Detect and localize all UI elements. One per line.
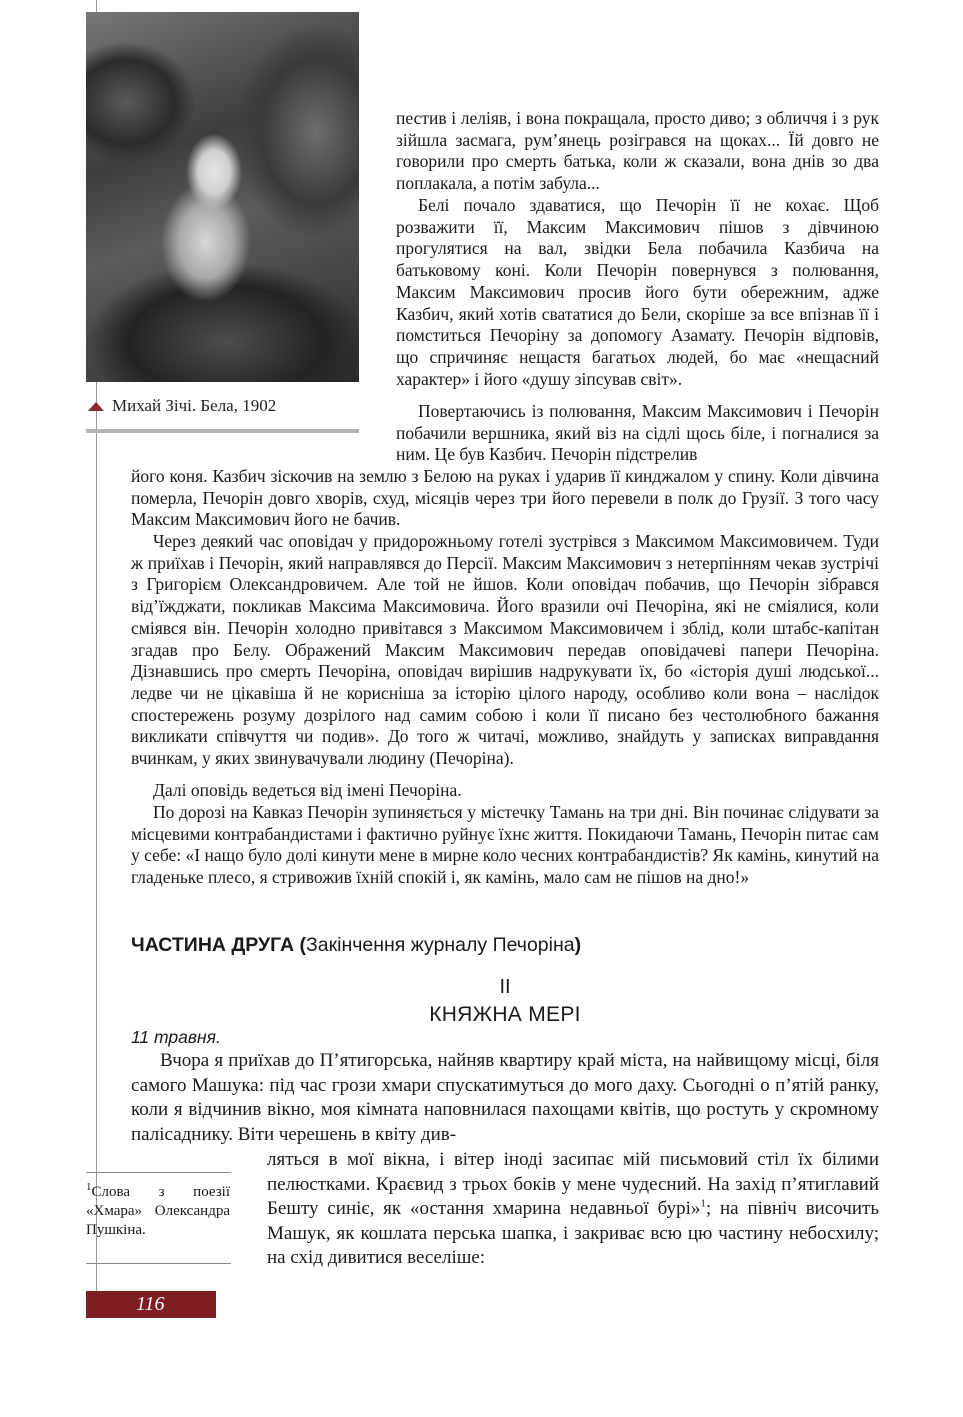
illustration-bela bbox=[86, 12, 359, 382]
caption-text: Михай Зічі. Бела, 1902 bbox=[112, 396, 277, 415]
summary-paragraph-2: Белі почало здаватися, що Печорін її не кохає. Щоб розважити її, Максим Максимович пішов з дівчиною прогулятися на вал, звідки Бела побачила Казбича на батьковому коні. Коли Печорін повернувся з полювання, Максим Максимович просив його бути обережним, адже Казбич, який хотів свататися до Бели, скоріше за все впізнав її і помститься Печоріну за допомогу Азамату. Печорін відповів, що спричиняє нещастя багатьох людей, бо має «нещасний характер» і його «душу зіпсував світ». bbox=[396, 195, 879, 389]
footnote-ref: 1 bbox=[700, 1197, 706, 1210]
page-number: 116 bbox=[86, 1291, 216, 1318]
summary-paragraph-1: пестив і леліяв, і вона покращала, просто диво; з обличчя і з рук зійшла засмага, рум’янець розігрався на щоках... Їй довго не говорили про смерть батька, коли ж сказали, вона днів зо два поплакала, а потім забула... bbox=[396, 108, 879, 194]
summary-paragraph-3b: його коня. Казбич зіскочив на землю з Белою на руках і ударив її кинджалом у спину. Коли дівчина померла, Печорін довго хворів, схуд, місяців через три його перевели в полк до Грузії. З того часу Максим Максимович його не бачив. bbox=[131, 466, 879, 530]
summary-paragraph-6: По дорозі на Кавказ Печорін зупиняється у містечку Тамань на три дні. Він починає слідувати за місцевими контрабандистами і фактично руйнує їхнє життя. Покидаючи Тамань, Печорін питає сам у себе: «І нащо було долі кинути мене в мирне коло чесних контрабандистів? Як камінь, кинутий на гладеньке плесо, я стривожив їхній спокій і, як камінь, мало сам не пішов на дно!» bbox=[131, 802, 879, 888]
summary-paragraph-3a: Повертаючись із полювання, Максим Максимович і Печорін побачили вершника, який віз на сідлі щось біле, і погналися за ним. Це був Казбич. Печорін підстрелив bbox=[396, 401, 879, 465]
journal-paragraph-1a: Вчора я приїхав до П’ятигорська, найняв квартиру край міста, на найвищому місці, біля самого Машука: під час грози хмари спускатимуться до мого даху. Сьогодні о п’ятій ранку, коли я відчинив вікно, моя кімната наповнилася пахощами квітів, що ростуть у скромному палісаднику. Віти черешень в квіту див- bbox=[131, 1050, 879, 1145]
footnote bbox=[86, 1183, 230, 1240]
triangle-up-icon bbox=[88, 402, 104, 411]
summary-paragraph-5: Далі оповідь ведеться від імені Печоріна. bbox=[153, 780, 462, 800]
journal-text-1b: ляться в мої вікна, і вітер іноді засипає мій письмовий стіл їх білими пелюстками. Краєвид з трьох боків у мене чудесний. На захід п’ятиглавий Бешту синіє, як «остання хмарина недавньої бурі» bbox=[267, 1149, 879, 1220]
chapter-title: КНЯЖНА МЕРІ bbox=[429, 1003, 581, 1026]
summary-paragraph-4: Через деякий час оповідач у придорожньому готелі зустрівся з Максимом Максимовичем. Туди ж приїхав і Печорін, який направлявся до Персії. Максим Максимович з нетерпінням чекав зустрічі з Григорієм Олександровичем. Але той не йшов. Коли оповідач побачив, що Печорін зібрався від’їжджати, покликав Максима Максимовича. Його вразили очі Печоріна, які не сміялися, коли сміявся він. Печорін холодно привітався з Максимом Максимовичем і зблід, коли штабс-капітан згадав про Белу. Ображений Максим Максимович передав оповідачеві папери Печоріна. Дізнавшись про смерть Печоріна, оповідач вирішив надрукувати їх, бо «історія душі людської... ледве чи не цікавіша й не корисніша за історію цілого народу, особливо коли вона – наслідок спостережень розуму дозрілого над самим собою і коли її писано без честолюбного бажання викликати співчуття чи подив». До того ж читачі, можливо, знайдуть у записках виправдання вчинкам, у яких звинувачували людину (Печоріна). bbox=[131, 531, 879, 769]
footnote-marker: 1 bbox=[86, 1181, 92, 1193]
journal-date: 11 травня. bbox=[131, 1027, 221, 1047]
journal-paragraph-1b bbox=[267, 1148, 879, 1271]
figure-caption bbox=[88, 396, 276, 416]
heading-bold: ЧАСТИНА ДРУГА ( bbox=[131, 934, 306, 956]
footnote-text: Слова з поезії «Хмара» Олександра Пушкіна. bbox=[86, 1184, 230, 1238]
section-heading bbox=[131, 934, 581, 957]
caption-rule bbox=[86, 429, 359, 433]
footnote-top-rule bbox=[86, 1172, 231, 1173]
heading-close: ) bbox=[574, 934, 582, 956]
heading-subtitle: Закінчення журналу Печоріна bbox=[306, 934, 575, 956]
footnote-bottom-rule bbox=[86, 1263, 231, 1264]
journal-text-1c: ; на північ височить Машук, як кошлата перська шапка, і закриває всю цю частину небосхилу; на схід дивитися веселіше: bbox=[267, 1198, 879, 1269]
chapter-number: II bbox=[499, 976, 511, 998]
